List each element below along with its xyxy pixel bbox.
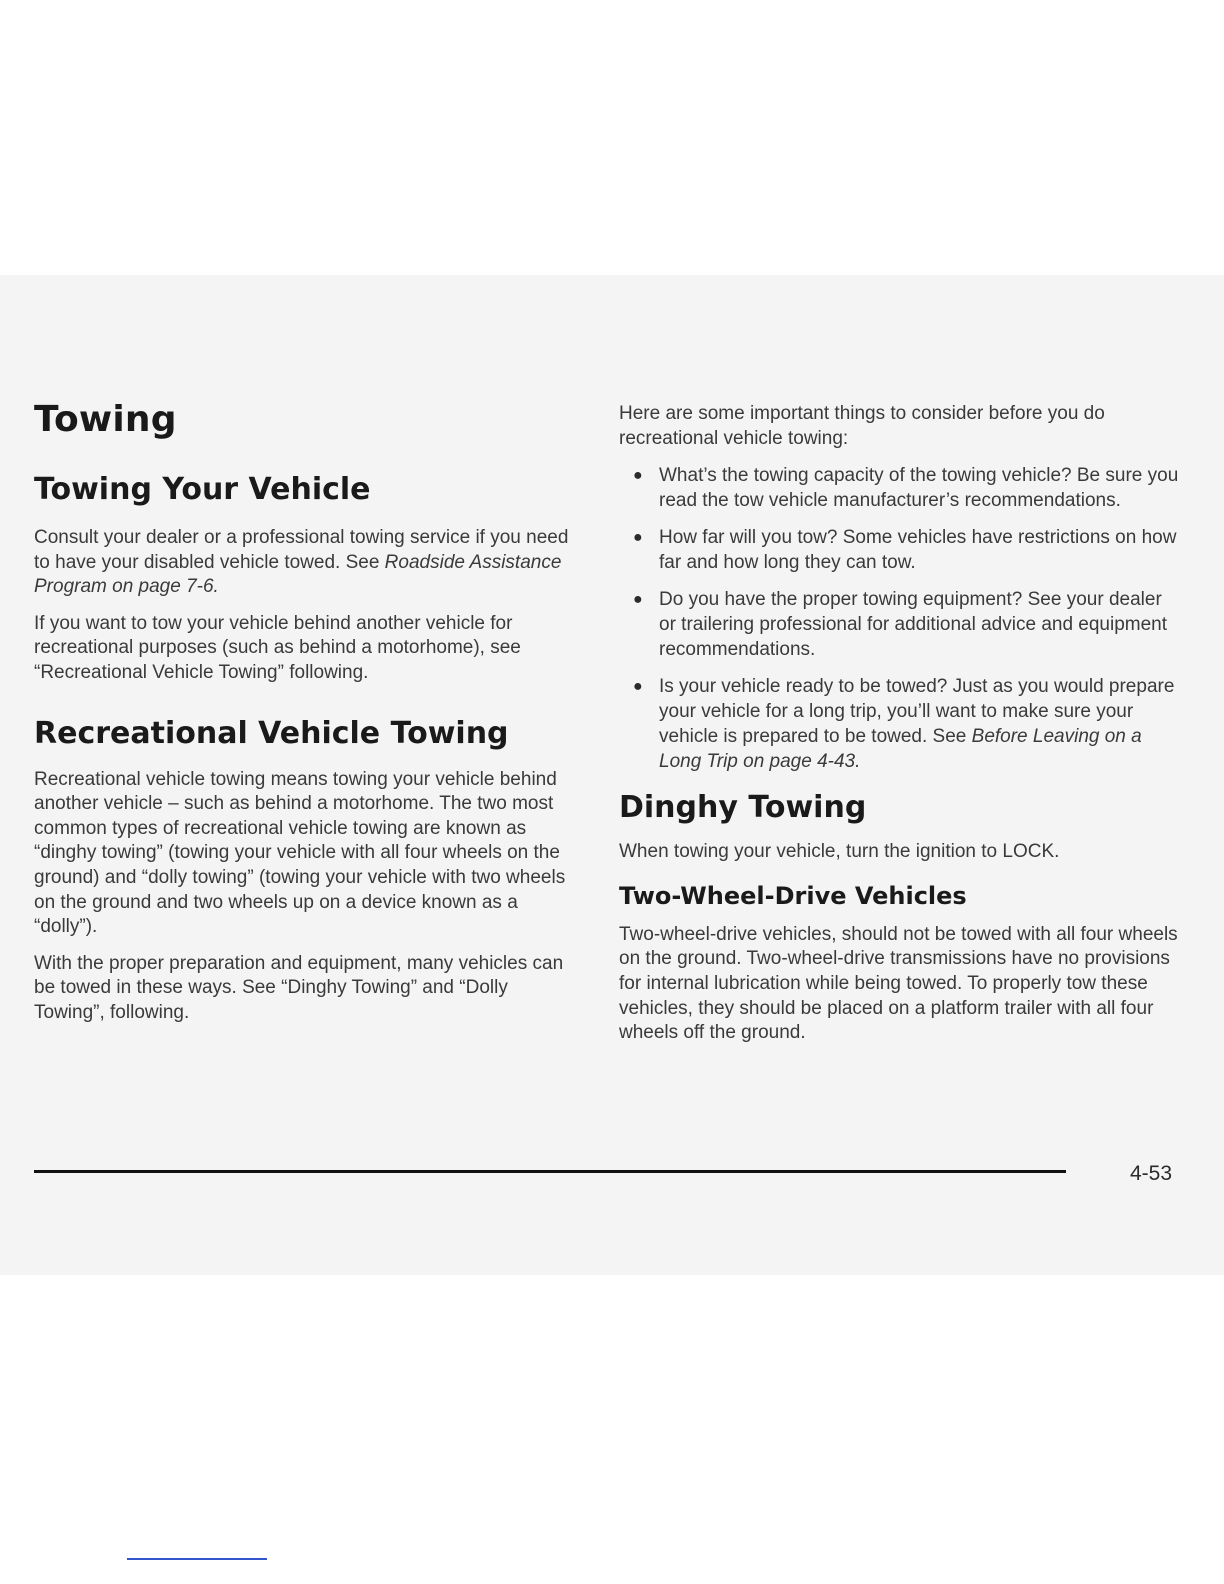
- towing-your-vehicle-heading: Towing Your Vehicle: [34, 472, 371, 507]
- list-item: [619, 674, 1179, 774]
- page-title: Towing: [34, 399, 177, 440]
- recreational-paragraph-1: Recreational vehicle towing means towing your vehicle behind another vehicle – such as behind a motorhome. The two most common types of recreational vehicle towing are known as “dinghy towing” (towing your vehicle with all four wheels on the ground) and “dolly towing” (towing your vehicle with two wheels on the ground and two wheels up on a device known as a “dolly”).: [34, 768, 566, 938]
- bullet-text: What’s the towing capacity of the towing vehicle? Be sure you read the tow vehicle manufacturer’s recommendations.: [659, 465, 1179, 512]
- bullet-icon: ●: [633, 529, 643, 547]
- page-number: 4-53: [1129, 1162, 1172, 1185]
- recreational-paragraph-2: With the proper preparation and equipment, many vehicles can be towed in these ways. See “Dinghy Towing” and “Dolly Towing”, following.: [34, 952, 564, 1023]
- towing-your-vehicle-paragraph-2: If you want to tow your vehicle behind another vehicle for recreational purposes (such as behind a motorhome), see “Recreational Vehicle Towing” following.: [34, 612, 521, 683]
- two-wheel-drive-text: Two-wheel-drive vehicles, should not be towed with all four wheels on the ground. Two-wheel-drive transmissions have no provisions for internal lubrication while being towed. To properly tow these vehicles, they should be placed on a platform trailer with all four wheels off the ground.: [619, 923, 1178, 1044]
- recreational-vehicle-towing-heading: Recreational Vehicle Towing: [34, 715, 509, 751]
- list-item: [619, 525, 1179, 575]
- roadside-assistance-reference[interactable]: Roadside Assistance Program on page 7-6.: [34, 551, 562, 598]
- bullet-text: Is your vehicle ready to be towed? Just as you would prepare your vehicle for a long trip, you’ll want to make sure your vehicle is prepared to be towed. See: [659, 676, 1175, 748]
- bullet-text: How far will you tow? Some vehicles have restrictions on how far and how long they can tow.: [659, 527, 1177, 574]
- considerations-intro: Here are some important things to consider before you do recreational vehicle towing:: [619, 403, 1105, 449]
- long-trip-reference[interactable]: Before Leaving on a Long Trip on page 4-43.: [659, 726, 1142, 773]
- two-wheel-drive-heading: Two-Wheel-Drive Vehicles: [619, 881, 967, 910]
- underline-divider: [127, 1558, 267, 1560]
- footer-rule: [34, 1170, 1066, 1173]
- right-column: [619, 402, 1179, 1046]
- dinghy-towing-text: When towing your vehicle, turn the ignition to LOCK.: [619, 841, 1060, 863]
- towing-your-vehicle-p1-text: Consult your dealer or a professional towing service if you need to have your disabled vehicle towed. See: [34, 527, 569, 573]
- bullet-text: Do you have the proper towing equipment? See your dealer or trailering professional for additional advice and equipment recommendations.: [659, 589, 1168, 661]
- list-item: [619, 587, 1179, 662]
- list-item: [619, 463, 1179, 513]
- considerations-list: [619, 463, 1179, 774]
- bullet-icon: ●: [633, 467, 643, 485]
- dinghy-towing-heading: Dinghy Towing: [619, 790, 867, 826]
- bullet-icon: ●: [633, 678, 643, 696]
- towing-your-vehicle-paragraph-1: [34, 526, 579, 600]
- bullet-icon: ●: [633, 591, 643, 609]
- left-column: [34, 400, 579, 1026]
